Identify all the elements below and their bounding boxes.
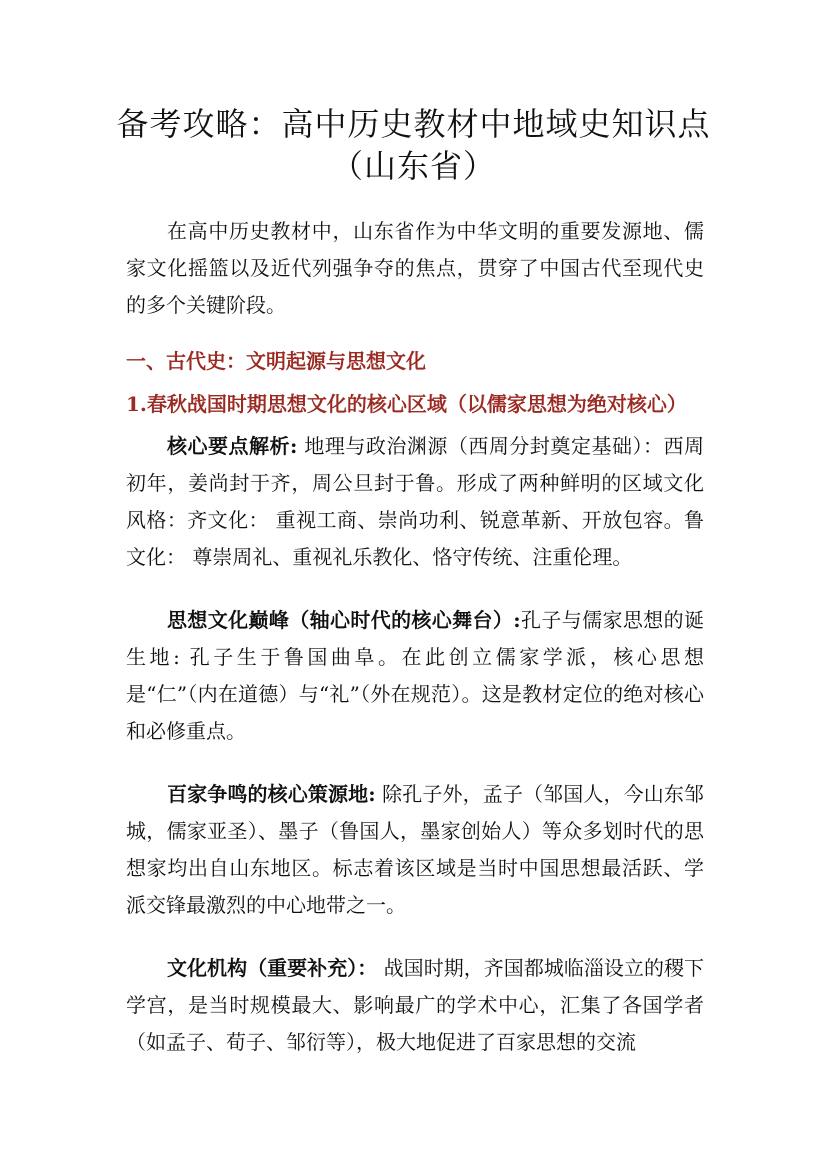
paragraph-text: 战国时期，齐国都城临淄设立的稷下学宫，是当时规模最大、影响最广的学术中心，汇集了各国学者（如孟子、荀子、邹衍等），极大地促进了百家思想的交流 — [126, 956, 705, 1054]
paragraph-label: 思想文化巅峰（轴心时代的核心舞台）: — [167, 608, 521, 632]
paragraph-cultural-institution — [126, 950, 704, 1061]
subsection-heading: 1.春秋战国时期思想文化的核心区域（以儒家思想为绝对核心） — [126, 392, 687, 416]
paragraph-hundred-schools — [126, 776, 704, 924]
intro-paragraph: 在高中历史教材中，山东省作为中华文明的重要发源地、儒家文化摇篮以及近代列强争夺的焦点，贯穿了中国古代至现代史的多个关键阶段。 — [126, 219, 704, 317]
paragraph-label: 核心要点解析: — [167, 434, 298, 458]
document-subtitle: （山东省） — [330, 147, 496, 185]
paragraph-text: 除孔子外，孟子（邹国人，今山东邹城，儒家亚圣）、墨子（鲁国人，墨家创始人）等众多划时代的思想家均出自山东地区。标志着该区域是当时中国思想最活跃、学派交锋最激烈的中心地带之一。 — [126, 782, 704, 917]
paragraph-text: 孔子与儒家思想的诞生地: 孔子生于鲁国曲阜。在此创立儒家学派，核心思想是“仁”（内在道德）与“礼”（外在规范）。这是教材定位的绝对核心和必修重点。 — [126, 608, 704, 743]
paragraph-thought-peak — [126, 602, 704, 750]
paragraph-label: 文化机构（重要补充）： — [167, 956, 378, 980]
paragraph-label: 百家争鸣的核心策源地: — [167, 782, 376, 806]
section-heading: 一、古代史：文明起源与思想文化 — [126, 349, 426, 373]
document-title: 备考攻略：高中历史教材中地域史知识点 — [116, 105, 711, 143]
paragraph-core-points — [126, 428, 704, 576]
paragraph-text: 地理与政治渊源（西周分封奠定基础）：西周初年，姜尚封于齐，周公旦封于鲁。形成了两种鲜明的区域文化风格：齐文化： 重视工商、崇尚功利、锐意革新、开放包容。鲁文化： 尊崇周礼、重视礼乐教化、恪守传统、注重伦理。 — [126, 434, 705, 569]
